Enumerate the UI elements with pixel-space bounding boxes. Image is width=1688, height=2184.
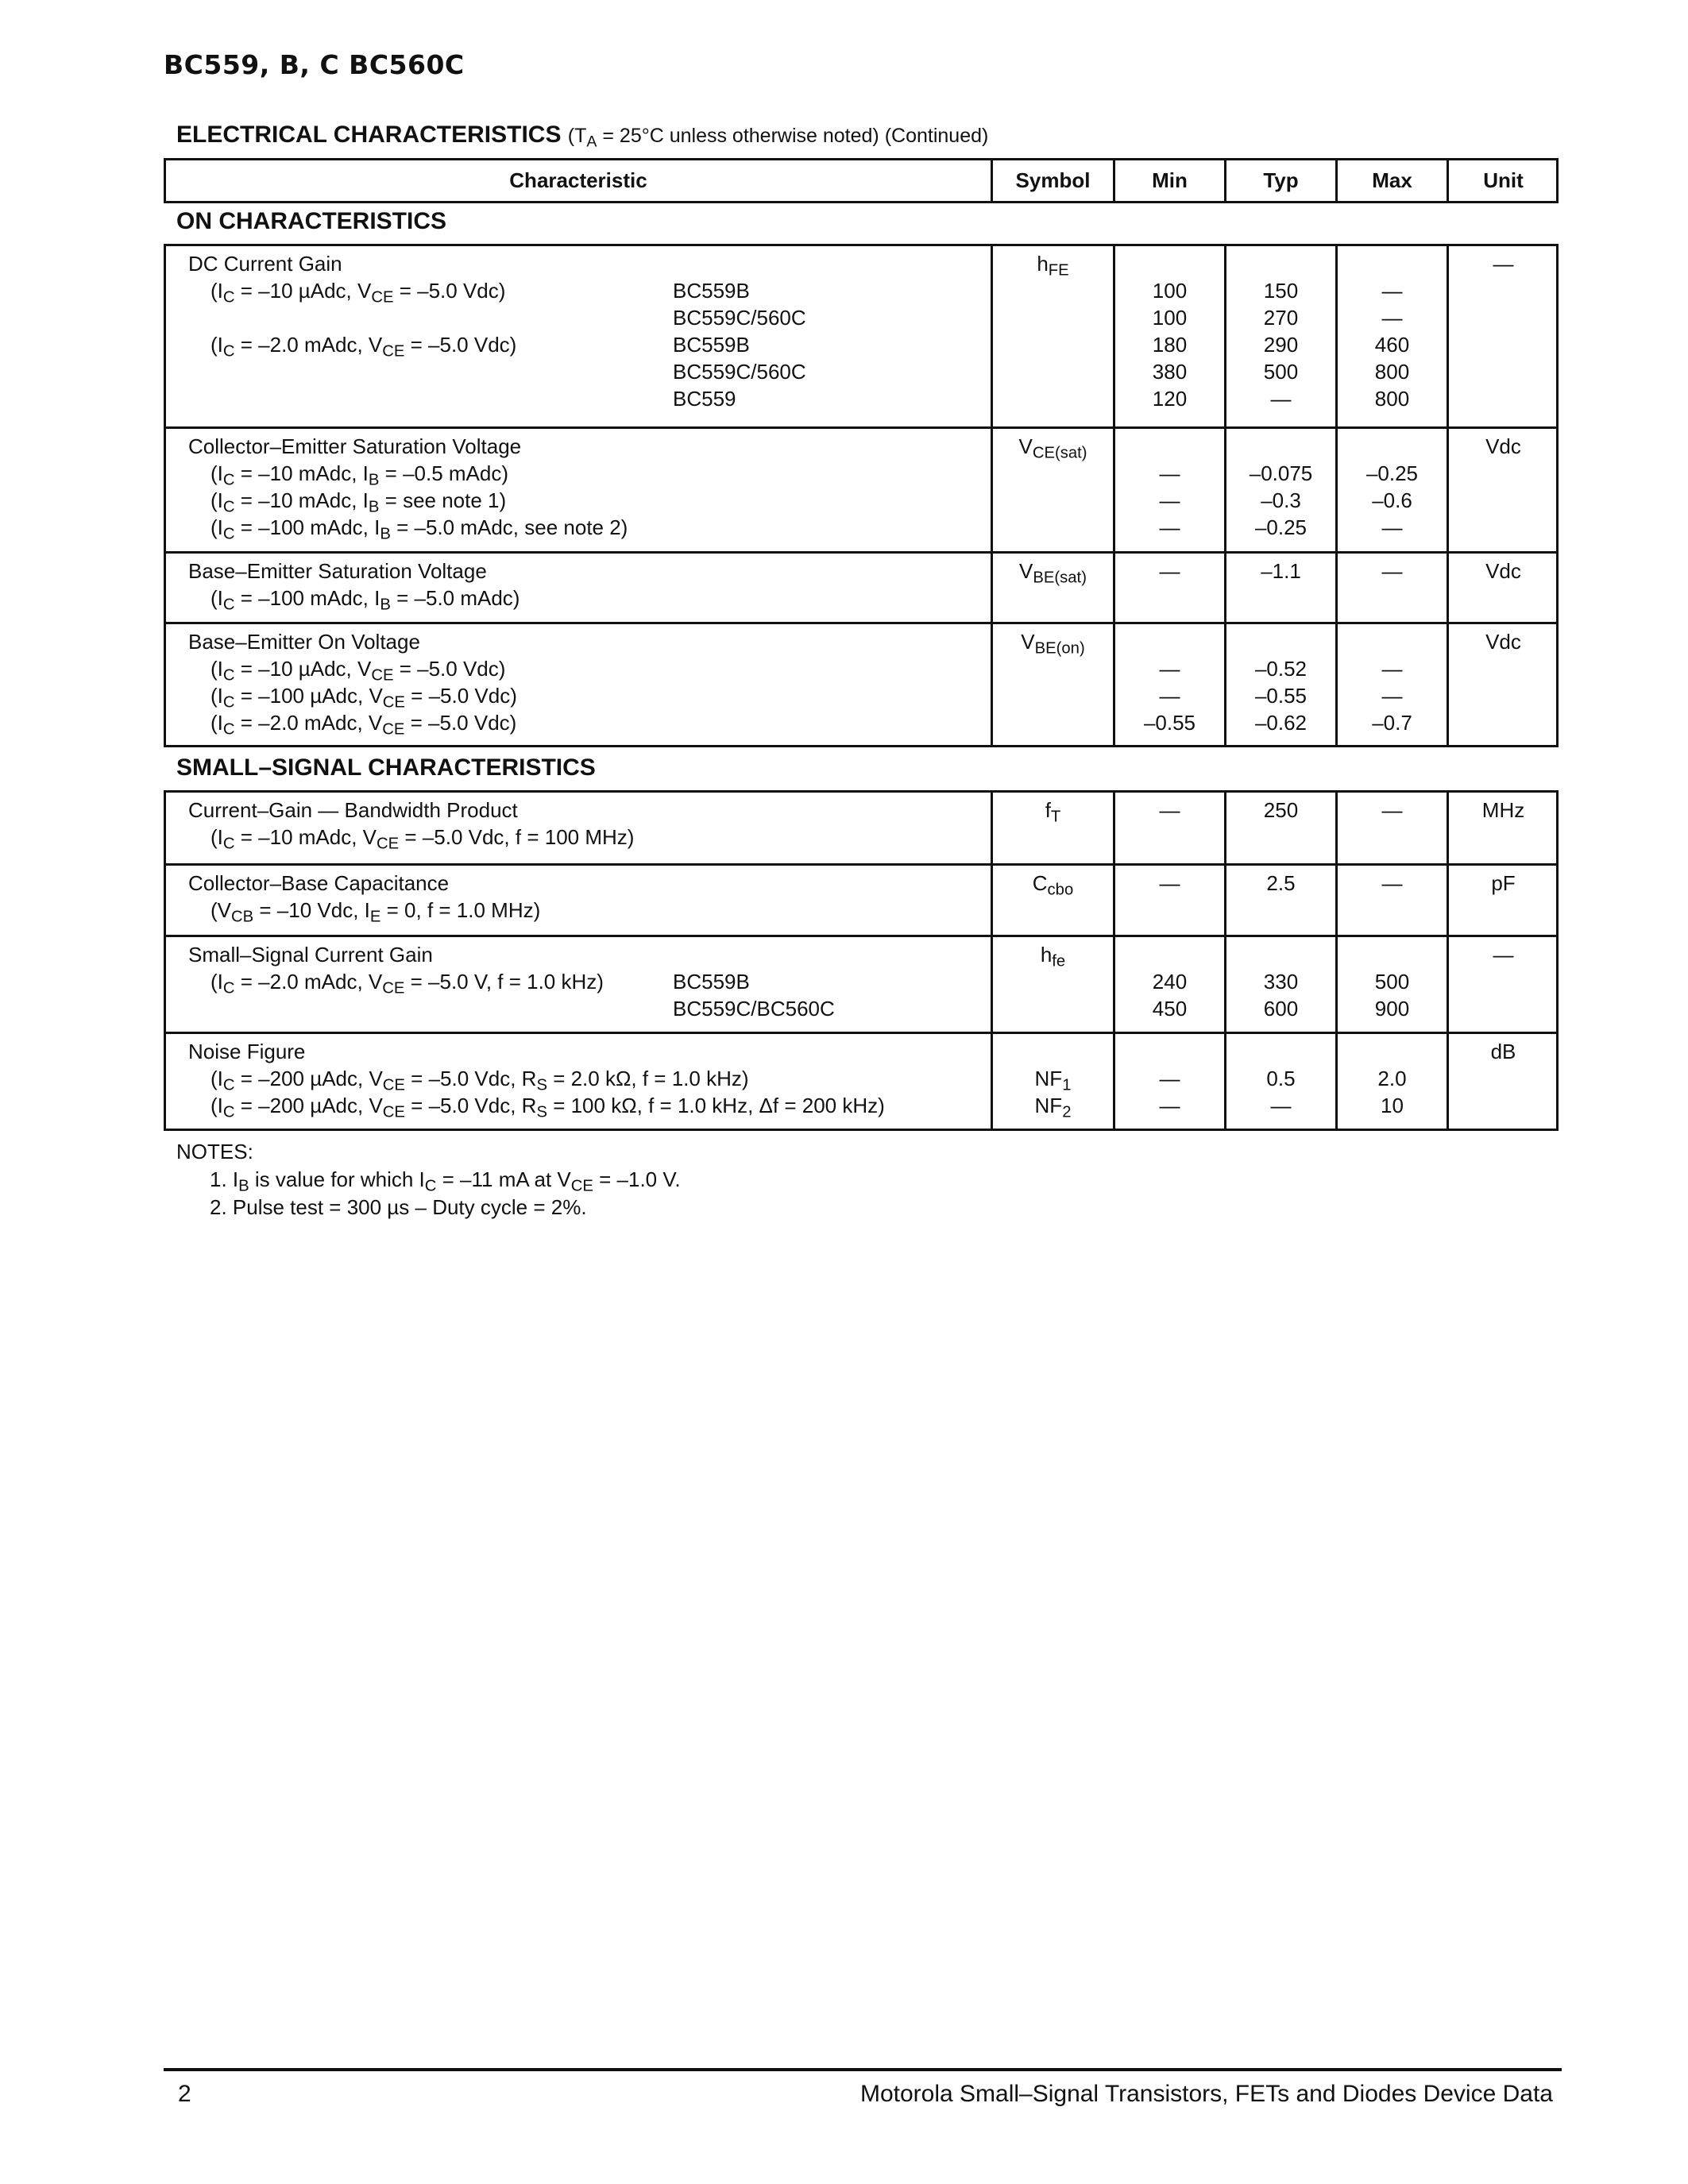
footer-rule: [164, 2068, 1562, 2071]
part-number: BC559C/560C: [673, 306, 806, 330]
typ-value: —: [1270, 387, 1292, 411]
characteristic-cell: [166, 624, 991, 745]
table-row: [166, 793, 1556, 863]
condition-line: ($I_C = -10$ mAdc, $I_B = -0.5$ mAdc): [211, 461, 509, 489]
condition-line: ($I_C = -2.0$ mAdc, $V_{CE} = -5.0$ Vdc) BC559B: [211, 333, 750, 361]
unit-value: —: [1493, 943, 1514, 967]
min-value: —: [1159, 1094, 1180, 1117]
typ-value: –0.25: [1254, 515, 1308, 539]
typ-cell: [1224, 429, 1335, 551]
col-symbol: Symbol: [991, 160, 1113, 201]
condition-line: ($I_C = -2.0$ mAdc, $V_{CE} = -5.0$ Vdc): [211, 711, 517, 739]
max-value: —: [1381, 684, 1403, 708]
typ-value: 150: [1263, 279, 1299, 303]
min-value: —: [1159, 461, 1180, 485]
typ-value: –0.55: [1254, 684, 1308, 708]
condition-line: ($I_C = -200$ µAdc, $V_{CE} = -5.0$ Vdc, $R_S = 2.0$ kΩ, f = 1.0 kHz): [211, 1067, 749, 1094]
unit-cell: [1447, 793, 1558, 863]
min-value: 120: [1152, 387, 1188, 411]
col-max: Max: [1335, 160, 1447, 201]
max-cell: [1335, 937, 1447, 1032]
part-number: BC559B: [673, 279, 750, 303]
max-value: 800: [1374, 360, 1410, 384]
unit-cell: [1447, 937, 1558, 1032]
note-2: 2. Pulse test = 300 µs – Duty cycle = 2%.: [210, 1195, 587, 1219]
condition-line: ($I_C = -10$ mAdc, $V_{CE} = -5.0$ Vdc, f = 100 MHz): [211, 825, 635, 853]
symbol-nf1: $NF_1$: [1034, 1067, 1072, 1094]
part-number: BC559C/BC560C: [673, 997, 835, 1021]
condition-line: ($I_C = -100$ µAdc, $V_{CE} = -5.0$ Vdc): [211, 684, 517, 712]
max-value: 10: [1381, 1094, 1404, 1117]
part-number: BC559: [673, 387, 736, 411]
publication-title: Motorola Small–Signal Transistors, FETs and Diodes Device Data: [859, 2081, 1553, 2107]
param-name: Collector–Emitter Saturation Voltage: [188, 434, 522, 458]
table-row: [166, 551, 1556, 622]
max-cell: [1335, 793, 1447, 863]
param-name: Small–Signal Current Gain: [188, 943, 433, 967]
min-cell: [1113, 1034, 1224, 1129]
max-value: —: [1381, 559, 1403, 583]
small-signal-title: SMALL–SIGNAL CHARACTERISTICS: [176, 754, 596, 781]
typ-value: 600: [1263, 997, 1299, 1021]
min-value: 100: [1152, 279, 1188, 303]
typ-value: 290: [1263, 333, 1299, 357]
min-value: —: [1159, 515, 1180, 539]
typ-cell: [1224, 246, 1335, 426]
characteristic-cell: [166, 554, 991, 622]
symbol-ft: $f_T$: [1045, 798, 1061, 826]
test-condition: ($T_A = 25^\circ C$ unless otherwise noted) (Continued): [567, 125, 989, 151]
symbol-cell: [991, 554, 1113, 622]
typ-value: 270: [1263, 306, 1299, 330]
unit-value: Vdc: [1485, 630, 1521, 654]
col-typ: Typ: [1224, 160, 1335, 201]
typ-value: –0.52: [1254, 657, 1308, 681]
typ-value: 250: [1263, 798, 1299, 822]
unit-cell: [1447, 554, 1558, 622]
max-value: 800: [1374, 387, 1410, 411]
symbol-vbesat: $V_{BE(sat)}$: [1019, 559, 1087, 587]
max-value: —: [1381, 657, 1403, 681]
min-value: 100: [1152, 306, 1188, 330]
typ-value: –0.075: [1249, 461, 1313, 485]
min-cell: [1113, 793, 1224, 863]
on-characteristics-table: [164, 244, 1559, 747]
notes-title: NOTES:: [176, 1140, 253, 1163]
max-value: –0.7: [1372, 711, 1412, 735]
max-cell: [1335, 246, 1447, 426]
typ-cell: [1224, 793, 1335, 863]
min-cell: [1113, 937, 1224, 1032]
document-header: BC559, B, C BC560C: [164, 49, 465, 80]
max-value: 500: [1374, 970, 1410, 994]
page-number: 2: [178, 2081, 191, 2107]
min-value: —: [1159, 488, 1180, 512]
table-row: [166, 246, 1556, 426]
symbol-cell: [991, 937, 1113, 1032]
max-value: 2.0: [1377, 1067, 1407, 1090]
max-cell: [1335, 554, 1447, 622]
typ-cell: [1224, 554, 1335, 622]
table-header: [164, 158, 1559, 203]
characteristic-cell: [166, 246, 991, 426]
symbol-cell: [991, 429, 1113, 551]
symbol-hfe-small: $h_{fe}$: [1040, 943, 1066, 970]
characteristic-cell: [166, 866, 991, 935]
on-characteristics-title: ON CHARACTERISTICS: [176, 208, 447, 234]
condition-line: [188, 358, 991, 385]
unit-value: —: [1493, 252, 1514, 276]
max-value: —: [1381, 306, 1403, 330]
max-value: —: [1381, 279, 1403, 303]
min-cell: [1113, 624, 1224, 745]
max-value: –0.6: [1372, 488, 1412, 512]
table-row: [166, 1032, 1556, 1129]
note-1: 1. $I_B$ is value for which $I_C = -11$ mA at $V_{CE} = -1.0$ V.: [210, 1167, 681, 1195]
table-row: [166, 935, 1556, 1032]
typ-cell: [1224, 866, 1335, 935]
unit-cell: [1447, 1034, 1558, 1129]
min-value: —: [1159, 871, 1180, 895]
symbol-cell: [991, 866, 1113, 935]
characteristic-cell: [166, 793, 991, 863]
max-value: 900: [1374, 997, 1410, 1021]
param-name: Current–Gain — Bandwidth Product: [188, 798, 518, 822]
param-name: Base–Emitter On Voltage: [188, 630, 420, 654]
condition-line: ($I_C = -2.0$ mAdc, $V_{CE} = -5.0$ V, f = 1.0 kHz) BC559B: [211, 970, 750, 997]
typ-cell: [1224, 937, 1335, 1032]
symbol-ccbo: $C_{cbo}$: [1032, 871, 1074, 899]
unit-cell: [1447, 866, 1558, 935]
typ-value: –0.3: [1261, 488, 1301, 512]
condition-line: ($I_C = -10$ mAdc, $I_B$ = see note 1): [211, 488, 507, 516]
unit-value: MHz: [1481, 798, 1525, 822]
max-value: 460: [1374, 333, 1410, 357]
typ-value: 330: [1263, 970, 1299, 994]
param-name: Base–Emitter Saturation Voltage: [188, 559, 487, 583]
table-row: [166, 622, 1556, 745]
unit-cell: [1447, 429, 1558, 551]
max-value: –0.25: [1365, 461, 1419, 485]
symbol-cell: [991, 246, 1113, 426]
param-name: Noise Figure: [188, 1040, 306, 1063]
min-value: 240: [1152, 970, 1188, 994]
col-unit: Unit: [1447, 160, 1558, 201]
min-value: —: [1159, 684, 1180, 708]
part-number: BC559B: [673, 970, 750, 994]
typ-cell: [1224, 624, 1335, 745]
min-cell: [1113, 246, 1224, 426]
characteristic-cell: [166, 937, 991, 1032]
max-cell: [1335, 624, 1447, 745]
symbol-hfe: $h_{FE}$: [1037, 252, 1069, 280]
typ-cell: [1224, 1034, 1335, 1129]
section-title: [176, 122, 988, 149]
min-value: 180: [1152, 333, 1188, 357]
characteristic-cell: [166, 429, 991, 551]
condition-line: ($I_C = -100$ mAdc, $I_B = -5.0$ mAdc): [211, 586, 520, 614]
max-value: —: [1381, 798, 1403, 822]
unit-value: pF: [1491, 871, 1516, 895]
min-value: 450: [1152, 997, 1188, 1021]
max-cell: [1335, 1034, 1447, 1129]
min-value: 380: [1152, 360, 1188, 384]
condition-line: [188, 995, 991, 1022]
min-value: —: [1159, 657, 1180, 681]
typ-value: —: [1270, 1094, 1292, 1117]
condition-line: ($I_C = -200$ µAdc, $V_{CE} = -5.0$ Vdc, $R_S = 100$ kΩ, f = 1.0 kHz, Δf = 200 kHz): [211, 1094, 885, 1121]
condition-line: [188, 385, 991, 412]
typ-value: 0.5: [1266, 1067, 1296, 1090]
max-value: —: [1381, 871, 1403, 895]
typ-value: 2.5: [1266, 871, 1296, 895]
symbol-nf2: $NF_2$: [1034, 1094, 1072, 1121]
typ-value: –1.1: [1261, 559, 1301, 583]
max-cell: [1335, 866, 1447, 935]
symbol-cell: [991, 624, 1113, 745]
unit-cell: [1447, 624, 1558, 745]
notes: [176, 1138, 681, 1221]
table-row: [166, 863, 1556, 935]
unit-value: dB: [1490, 1040, 1516, 1063]
small-signal-table: [164, 790, 1559, 1131]
unit-value: Vdc: [1485, 434, 1521, 458]
param-name: DC Current Gain: [188, 252, 342, 276]
condition-line: ($I_C = -10$ µAdc, $V_{CE} = -5.0$ Vdc): [211, 657, 506, 685]
typ-value: 500: [1263, 360, 1299, 384]
max-value: —: [1381, 515, 1403, 539]
min-cell: [1113, 554, 1224, 622]
part-number: BC559C/560C: [673, 360, 806, 384]
min-cell: [1113, 866, 1224, 935]
condition-line: ($V_{CB} = -10$ Vdc, $I_E = 0$, f = 1.0 MHz): [211, 898, 541, 926]
symbol-cell: [991, 1034, 1113, 1129]
min-cell: [1113, 429, 1224, 551]
min-value: –0.55: [1143, 711, 1196, 735]
min-value: —: [1159, 559, 1180, 583]
min-value: —: [1159, 798, 1180, 822]
col-min: Min: [1113, 160, 1224, 201]
table-row: [166, 426, 1556, 551]
max-cell: [1335, 429, 1447, 551]
col-characteristic: Characteristic: [509, 168, 647, 192]
symbol-cell: [991, 793, 1113, 863]
condition-line: [188, 304, 991, 331]
condition-line: ($I_C = -100$ mAdc, $I_B = -5.0$ mAdc, see note 2): [211, 515, 628, 543]
symbol-vcesat: $V_{CE(sat)}$: [1018, 434, 1087, 462]
section-heading: ELECTRICAL CHARACTERISTICS: [176, 122, 562, 148]
unit-cell: [1447, 246, 1558, 426]
symbol-vbeon: $V_{BE(on)}$: [1021, 630, 1085, 658]
min-value: —: [1159, 1067, 1180, 1090]
part-number: BC559B: [673, 333, 750, 357]
unit-value: Vdc: [1485, 559, 1521, 583]
characteristic-cell: [166, 1034, 991, 1129]
condition-line: ($I_C = -10$ µAdc, $V_{CE} = -5.0$ Vdc) BC559B: [211, 279, 750, 307]
param-name: Collector–Base Capacitance: [188, 871, 450, 895]
typ-value: –0.62: [1254, 711, 1308, 735]
